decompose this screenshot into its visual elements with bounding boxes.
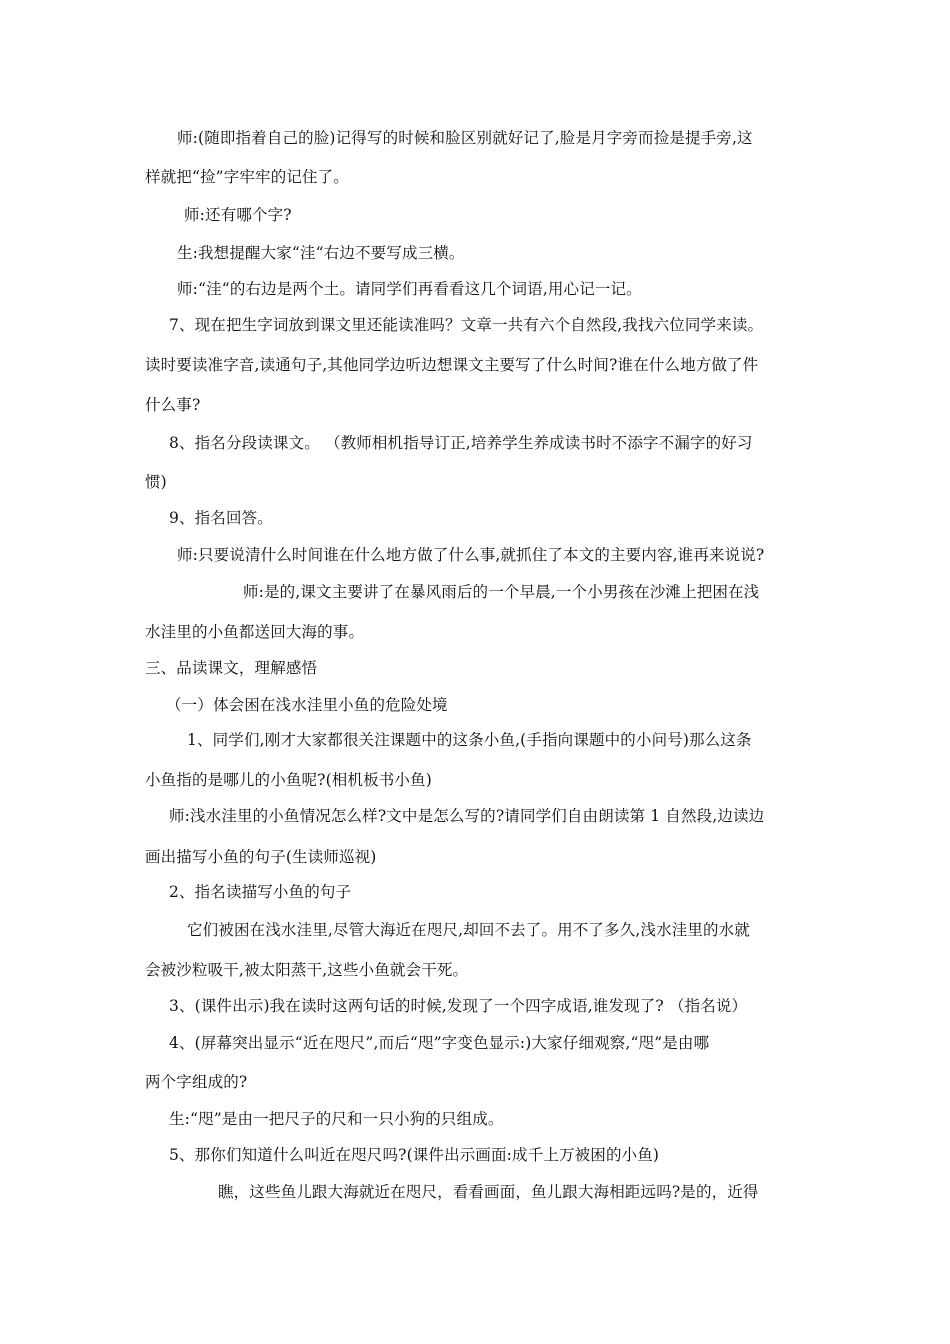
- text-line: 读时要读准字音,读通句子,其他同学边听边想课文主要写了什么时间?谁在什么地方做了件: [145, 356, 759, 374]
- text-line: 会被沙粒吸干,被太阳蒸干,这些小鱼就会干死。: [145, 961, 469, 979]
- text-line: 4、(屏幕突出显示“近在咫尺”,而后“咫”字变色显示:)大家仔细观察,“咫”是由哪: [169, 1034, 710, 1052]
- text-line: 师:还有哪个字?: [184, 206, 292, 224]
- section-heading: 三、品读课文，理解感悟: [145, 659, 318, 677]
- text-line: 1、同学们,刚才大家都很关注课题中的这条小鱼,(手指向课题中的小问号)那么这条: [187, 731, 752, 749]
- text-line: 7、现在把生字词放到课文里还能读准吗？文章一共有六个自然段,我找六位同学来读。: [169, 316, 764, 334]
- text-line: 惯): [145, 473, 167, 491]
- text-line: 两个字组成的?: [145, 1073, 248, 1091]
- text-line: 5、那你们知道什么叫近在咫尺吗?(课件出示画面:成千上万被困的小鱼): [169, 1146, 660, 1164]
- text-line: 3、(课件出示)我在读时这两句话的时候,发现了一个四字成语,谁发现了? （指名说）: [169, 997, 748, 1015]
- text-line: 师:浅水洼里的小鱼情况怎么样?文中是怎么写的?请同学们自由朗读第 1 自然段,边读边: [169, 807, 765, 825]
- text-line: 小鱼指的是哪儿的小鱼呢?(相机板书小鱼): [145, 771, 432, 789]
- text-line: 师:是的,课文主要讲了在暴风雨后的一个早晨,一个小男孩在沙滩上把困在浅: [243, 583, 760, 601]
- text-line: 它们被困在浅水洼里,尽管大海近在咫尺,却回不去了。用不了多久,浅水洼里的水就: [187, 921, 750, 939]
- text-line: 2、指名读描写小鱼的句子: [169, 883, 352, 901]
- text-line: 生:“咫”是由一把尺子的尺和一只小狗的只组成。: [169, 1110, 504, 1128]
- text-line: 9、指名回答。: [169, 509, 273, 527]
- text-line: 师:只要说清什么时间谁在什么地方做了什么事,就抓住了本文的主要内容,谁再来说说?: [177, 546, 765, 564]
- text-line: 样就把“捡”字牢牢的记住了。: [145, 168, 349, 186]
- text-line: 什么事?: [145, 396, 201, 414]
- text-line: 8、指名分段读课文。 （教师相机指导订正,培养学生养成读书时不添字不漏字的好习: [169, 434, 753, 452]
- subsection-heading: （一）体会困在浅水洼里小鱼的危险处境: [166, 696, 448, 714]
- text-line: 生:我想提醒大家“洼“右边不要写成三横。: [177, 244, 465, 262]
- text-line: 瞧，这些鱼儿跟大海就近在咫尺，看看画面，鱼儿跟大海相距远吗?是的，近得: [218, 1183, 759, 1201]
- text-line: 师:(随即指着自己的脸)记得写的时候和脸区别就好记了,脸是月字旁而捡是提手旁,这: [177, 129, 753, 147]
- text-line: 画出描写小鱼的句子(生读师巡视): [145, 848, 377, 866]
- text-line: 师:“洼“的右边是两个土。请同学们再看看这几个词语,用心记一记。: [177, 280, 642, 298]
- text-line: 水洼里的小鱼都送回大海的事。: [145, 623, 365, 641]
